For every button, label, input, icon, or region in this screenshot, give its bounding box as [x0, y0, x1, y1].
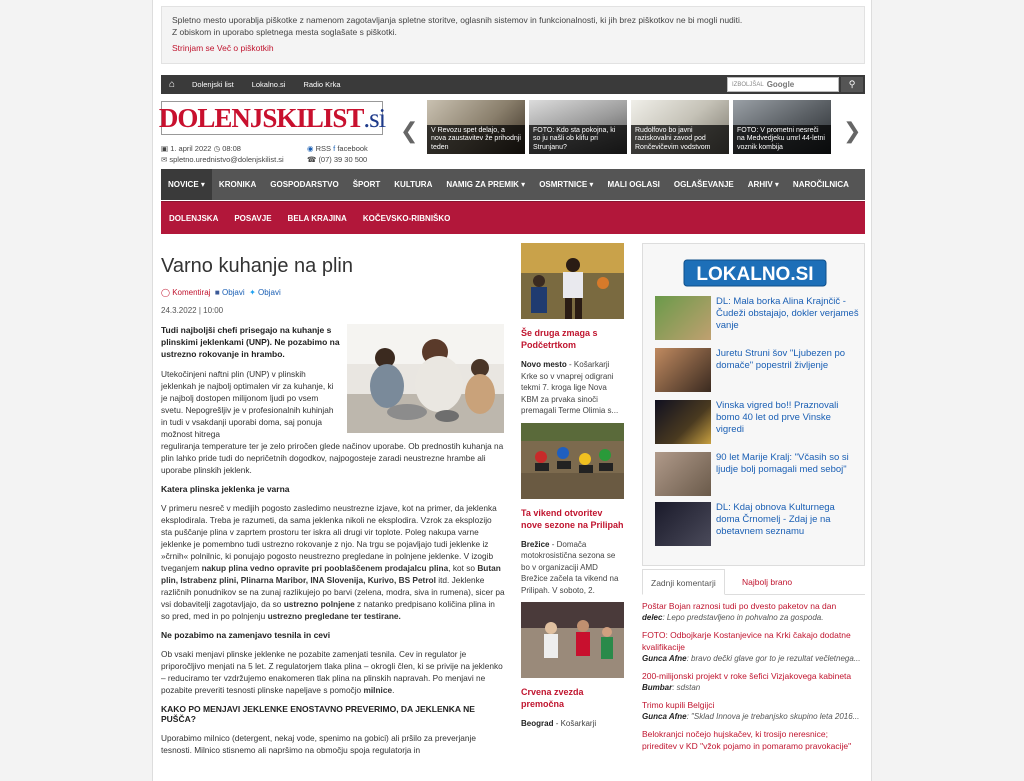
promo-item[interactable]: [427, 100, 525, 154]
cookie-notice: [161, 6, 865, 64]
logo-part-3: .si: [363, 102, 386, 133]
facebook-link[interactable]: facebook: [337, 144, 368, 153]
news-card[interactable]: [521, 602, 624, 730]
text-run: Ob vsaki menjavi plinske jeklenke ne pozabite zamenjati tesnila. Cev in regulator je priporočljivo menjati na 5 let. Z regulatorjem tlaka plina – okrogli člen, ki se privije na jeklenko – reduciramo ter vzdržujemo enakomeren tlak plina na plinskih napravah. Po menjavi ne pozabite preveriti tesnosti plinske napeljave s pomočjo: [161, 649, 503, 695]
carousel-next-icon[interactable]: ❯: [843, 118, 862, 143]
comment-item: [642, 699, 865, 722]
topbar-link-radio[interactable]: Radio Krka: [303, 80, 341, 89]
article-paragraph: Uporabimo milnico (detergent, nekaj vode, spenimo na gobici) ali pršilo za preverjanje tesnosti. Milnico stisnemo ali napršimo na območju spoja regulatorja in: [161, 733, 476, 755]
header-date: 1. april 2022: [170, 144, 212, 153]
article-subheading: Ne pozabimo na zamenjavo tesnila in cevi: [161, 630, 331, 640]
text-run: , kot so: [448, 563, 475, 573]
comment-article-link[interactable]: Poštar Bojan raznosi tudi po dvesto paketov na dan: [642, 601, 837, 611]
lokalno-title: DL: Kdaj obnova Kulturnega doma Črnomelj - Zdaj je na obetavnem seznamu: [716, 502, 835, 537]
nav-narocilnica[interactable]: NAROČILNICA: [792, 180, 849, 189]
nav-gospodarstvo[interactable]: GOSPODARSTVO: [270, 180, 339, 189]
comment-item: [642, 670, 865, 693]
promo-item[interactable]: [631, 100, 729, 154]
article-paragraph: Ob vsaki menjavi plinske jeklenke ne pozabite zamenjati tesnila. Cev in regulator je priporočljivo menjati na 5 let. Z regulatorjem tlaka plina – okrogli člen, ki se privije na jeklenko – reduciramo ter vzdržujemo enakomeren tlak plina na plinskih napravah. Po menjavi ne pozabite preveriti tesnosti plinske napeljave s pomočjo milnice.: [161, 649, 503, 695]
header-meta: [161, 143, 368, 165]
nav-label: NOVICE: [168, 180, 199, 189]
text-run: V primeru nesreč v medijih pogosto zasledimo neustrezne izjave, kot na primer, da jeklenka eksplodirala. Treba je razumeti, da sama jeklenka nikoli ne eksplodira. Vzrok za eksplozijo sta puščanje plina v zaprtem prostoru ter iskra ali drugi vir toplote. Poleg nakupa varne jeklenke je pomembno tudi ustrezno rokovanje z njo. Na trgu se pojavljajo tudi jeklenke iz »črnih« polnilnic, ki ponujajo pogosto neustrezno pregledane in polnjene jeklenke. V izogib tveganjem: [161, 503, 497, 573]
comment-user: delec: [642, 613, 663, 622]
article: [161, 255, 505, 764]
lokalno-item[interactable]: [655, 502, 860, 548]
card-title[interactable]: Še druga zmaga s Podčetrtkom: [521, 328, 598, 350]
text-bold: ustrezno polnjene: [283, 599, 355, 609]
subnav-kocevsko[interactable]: KOČEVSKO-RIBNIŠKO: [362, 213, 451, 223]
lokalno-thumb: [655, 296, 711, 340]
motocross-photo: [521, 423, 624, 499]
card-title[interactable]: Crvena zvezda premočna: [521, 687, 584, 709]
comment-body: [642, 711, 865, 722]
cookie-actions: [172, 42, 854, 54]
google-brand: Google: [766, 80, 795, 89]
lokalno-title: DL: Mala borka Alina Krajnčič - Čudeži obstajajo, dokler verjameš vanje: [716, 296, 859, 331]
article-subheading: Katera plinska jeklenka je varna: [161, 484, 290, 494]
lokalno-item[interactable]: [655, 400, 860, 446]
site-logo[interactable]: [158, 101, 386, 135]
nav-kronika[interactable]: KRONIKA: [218, 180, 257, 189]
nav-arhiv[interactable]: ARHIV ▾: [747, 180, 779, 189]
lokalno-logo-text: LOKALNO.SI: [696, 264, 814, 285]
nav-novice[interactable]: NOVICE ▾: [161, 169, 212, 200]
lokalno-item[interactable]: [655, 348, 860, 394]
comment-text: : bravo dečki glave gor to je rezultat večletnega...: [686, 654, 861, 663]
lokalno-title: Vinska vigred bo!! Praznovali bomo 40 let od prve Vinske vigredi: [716, 400, 839, 435]
calendar-icon: ▣: [161, 144, 169, 153]
topbar-link-lokalno[interactable]: Lokalno.si: [251, 80, 286, 89]
subnav-posavje[interactable]: POSAVJE: [234, 213, 272, 223]
mail-icon: ✉: [161, 155, 168, 164]
nav-label: ARHIV: [747, 180, 773, 189]
logo-part-1: DOLENJSKI: [158, 102, 306, 133]
home-icon[interactable]: ⌂: [168, 79, 176, 90]
facebook-share-icon: ■: [214, 288, 220, 297]
lokalno-item[interactable]: [655, 452, 860, 498]
tab-latest-comments[interactable]: Zadnji komentarji: [642, 569, 725, 595]
card-image: [521, 243, 624, 319]
comment-article-link[interactable]: FOTO: Odbojkarje Kostanjevice na Krki čakajo dodatne kvalifikacije: [642, 630, 851, 652]
lokalno-item[interactable]: [655, 296, 860, 342]
cookie-text-1: Spletno mesto uporablja piškotke z namenom zagotavljanja spletne storitve, oglasnih sistemov in funkcionalnosti, ki jih brez piškotkov ne bi mogli nuditi.: [172, 15, 743, 25]
nav-label: NAMIG ZA PREMIK: [446, 180, 519, 189]
promo-caption: FOTO: V prometni nesreči na Medvedjeku umrl 44-letni voznik kombija: [733, 125, 831, 155]
card-place: Beograd: [521, 719, 554, 728]
kitchen-photo: [347, 324, 504, 433]
lokalno-title: Juretu Struni šov "Ljubezen po domače" popestril življenje: [716, 348, 846, 371]
card-text: - Domača motokrosistična sezona se bo v organizaciji AMD Brežice začela ta vikend na Prilipah. V soboto, 2.: [521, 539, 619, 595]
text-run: z natanko predpisano količina plina in so pred, med in po polnjenju: [161, 599, 495, 621]
article-paragraph: reguliranja temperature ter je zelo priročen glede načinov uporabe. Ob prednostih kuhanja na plin lahko pride tudi do nepričetnih dogodkov, najpogosteje zaradi neustrezne hrambe ali uporabe plinskih jeklenk.: [161, 441, 504, 475]
card-excerpt: [521, 359, 624, 417]
tab-most-read[interactable]: Najbolj brano: [742, 577, 793, 587]
comments-tabs: [642, 569, 865, 595]
news-cards: [521, 243, 624, 736]
basketball-photo: [521, 243, 624, 319]
top-bar: [161, 75, 865, 94]
comment-text: : sdstan: [672, 683, 701, 692]
nav-oglasevanje[interactable]: OGLAŠEVANJE: [673, 180, 734, 189]
promo-item[interactable]: [529, 100, 627, 154]
card-place: Novo mesto: [521, 360, 567, 369]
comment-article-link[interactable]: Belokranjci nočejo hujskačev, ki trosijo neresnice; prireditev v KD "vžok pojamo in pomaramo pravokacije": [642, 729, 852, 751]
nav-mali-oglasi[interactable]: MALI OGLASI: [607, 180, 660, 189]
phone-icon: ☎: [307, 155, 317, 164]
search-button[interactable]: [841, 77, 863, 92]
lokalno-title: 90 let Marije Kralj: "Včasih so si ljudje bolj pomagali med seboj": [716, 452, 849, 475]
page: [152, 0, 872, 781]
text-run: itd. Jeklenke različnih ponudnikov se na zunaj razlikujejo po barvi (zelena, modra, siva in rumena), sicer pa vsi dobavitelji zagotavljajo, da so: [161, 575, 505, 609]
sub-nav: [161, 201, 865, 234]
article-paragraph: Utekočinjeni naftni plin (UNP) v plinskih jeklenkah je najbolj optimalen vir za kuhanje, ki je najbolj dostopen milijonom ljudi po vsem svetu. Nepogrešljiv je v profesionalnih kuhinjah in tudi v vsakdanji uporabi doma, saj ponuja možnost hitrega: [161, 369, 334, 439]
cookie-agree-link[interactable]: Strinjam se: [172, 43, 215, 53]
text-bold: nakup plina vedno opravite pri pooblaščenem prodajalcu plina: [201, 563, 449, 573]
lokalno-thumb: [655, 452, 711, 496]
promo-caption: Rudolfovo bo javni raziskovalni zavod pod Rončevičevim vodstvom: [631, 125, 729, 155]
article-image: [347, 324, 504, 433]
comment-body: [642, 682, 865, 693]
card-excerpt: [521, 718, 624, 730]
search-input[interactable]: [727, 77, 839, 92]
promo-caption: FOTO: Kdo sta pokojna, ki so ju našli ob klifu pri Strunjanu?: [529, 125, 627, 155]
header-email[interactable]: spletno.urednistvo@dolenjskilist.si: [169, 155, 284, 164]
subnav-dolenjska[interactable]: DOLENJSKA: [169, 213, 219, 223]
comment-article-link[interactable]: Trimo kupili Belgijci: [642, 700, 715, 710]
news-card[interactable]: [521, 243, 624, 417]
nav-osmrtnice[interactable]: OSMRTNICE ▾: [539, 180, 594, 189]
lokalno-widget: [642, 243, 865, 566]
search-icon: ⚲: [848, 79, 856, 89]
comments-list: [642, 600, 865, 758]
comment-item: [642, 629, 865, 664]
header-time: 08:08: [222, 144, 241, 153]
comment-user: Gunca Afne: [642, 654, 687, 663]
news-card[interactable]: [521, 423, 624, 597]
carousel-prev-icon[interactable]: ❮: [400, 118, 419, 143]
nav-kultura[interactable]: KULTURA: [394, 180, 433, 189]
card-place: Brežice: [521, 539, 550, 549]
clock-icon: ◷: [213, 144, 221, 153]
lokalno-logo[interactable]: [683, 259, 827, 287]
comment-text: : Lepo predstavljeno in pohvalno za gospoda.: [662, 613, 824, 622]
search-label: IZBOLJŠAL: [732, 81, 764, 88]
nav-label: OSMRTNICE: [539, 180, 588, 189]
header-phone: (07) 39 30 500: [318, 155, 368, 164]
card-excerpt: [521, 539, 624, 597]
card-image: [521, 602, 624, 678]
text-bold: ustrezno pregledane ter testirane.: [267, 611, 401, 621]
rss-icon: ◉: [307, 144, 314, 153]
share-bar: [161, 288, 505, 297]
facebook-icon: f: [333, 144, 336, 153]
article-paragraph: [161, 502, 505, 622]
article-date: 24.3.2022 | 10:00: [161, 306, 224, 315]
lokalno-thumb: [655, 502, 711, 546]
comment-text: : "Sklad Innova je trebanjsko skupino leta 2016...: [686, 712, 860, 721]
comment-user: Gunca Afne: [642, 712, 687, 721]
twitter-icon: ✦: [249, 288, 256, 297]
comment-article-link[interactable]: 200-milijonski projekt v roke šefici Vizjakovega kabineta: [642, 671, 852, 681]
facebook-share-link[interactable]: Objavi: [221, 288, 245, 297]
topbar-link-dolenjski[interactable]: Dolenjski list: [192, 80, 234, 89]
article-subheading: KAKO PO MENJAVI JEKLENKE ENOSTAVNO PREVERIMO, DA JEKLENKA NE PUŠČA?: [161, 704, 475, 724]
main-nav: [161, 169, 865, 200]
comment-body: [642, 653, 865, 664]
lokalno-thumb: [655, 400, 711, 444]
article-lead: Tudi najboljši chefi prisegajo na kuhanje s plinskimi jeklenkami (UNP). Ne pozabimo na ustrezno rokovanje in hrambo.: [161, 325, 340, 359]
comment-icon: ◯: [161, 288, 170, 297]
text-bold: milnice: [363, 685, 393, 695]
comment-link[interactable]: Komentiraj: [172, 288, 211, 297]
lokalno-thumb: [655, 348, 711, 392]
nav-namig[interactable]: NAMIG ZA PREMIK ▾: [446, 180, 526, 189]
subnav-bela-krajina[interactable]: BELA KRAJINA: [287, 213, 347, 223]
cookie-text-2: Z obiskom in uporabo spletnega mesta soglašate s piškotki.: [172, 27, 397, 37]
comment-item: [642, 600, 865, 623]
comment-body: [642, 612, 865, 623]
logo-part-2: LIST: [305, 102, 364, 133]
card-text: - Košarkarji: [555, 719, 597, 728]
promo-caption: V Revozu spet delajo, a nova zaustavitev že prihodnji teden: [427, 125, 525, 155]
promo-item[interactable]: [733, 100, 831, 154]
rss-link[interactable]: RSS: [315, 144, 332, 153]
text-bold: Butan plin, Istrabenz plini, Plinarna Maribor, INA Slovenija, Kurivo, BS Petrol: [161, 563, 501, 585]
comment-user: Bumbar: [642, 683, 673, 692]
nav-sport[interactable]: ŠPORT: [352, 180, 381, 189]
comment-item: [642, 728, 865, 752]
article-title: Varno kuhanje na plin: [161, 255, 353, 277]
card-title[interactable]: Ta vikend otvoritev nove sezone na Prilipah: [521, 507, 624, 530]
cookie-more-link[interactable]: Več o piškotkih: [216, 43, 274, 53]
card-image: [521, 423, 624, 499]
card-text: - Košarkarji Krke so v vnaprej odigrani tekmi 7. kroga lige Nova KBM za prvaka sinoči premagali Terme Olimia s...: [521, 360, 619, 415]
basketball-game-photo: [521, 602, 624, 678]
twitter-share-link[interactable]: Objavi: [258, 288, 281, 297]
